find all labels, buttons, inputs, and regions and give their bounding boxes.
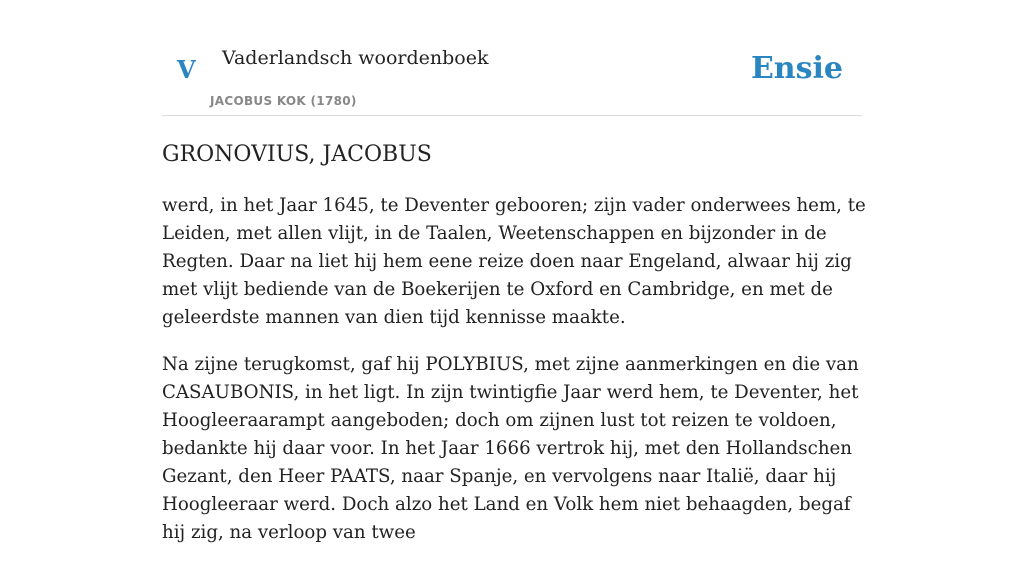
page-header <box>162 30 862 116</box>
entry-body <box>162 192 867 566</box>
entry-paragraph-1: werd, in het Jaar 1645, te Deventer gebooren; zijn vader onderwees hem, te Leiden, met allen vlijt, in de Taalen, Weetenschappen en bijzonder in de Regten. Daar na liet hij hem eene reize doen naar Engeland, alwaar hij zig met vlijt bediende van de Boekerijen te Oxford en Cambridge, en met de geleerdste mannen van dien tijd kennisse maakte. <box>162 195 866 328</box>
entry-title: GRONOVIUS, JACOBUS <box>162 142 432 167</box>
book-author: JACOBUS KOK (1780) <box>210 94 357 108</box>
brand-logo[interactable]: Ensie <box>750 51 843 86</box>
entry-paragraph-2: Na zijne terugkomst, gaf hij POLYBIUS, met zijne aanmerkingen en die van CASAUBONIS, in het ligt. In zijn twintigfie Jaar werd hem, te Deventer, het Hoogleeraarampt aangeboden; doch om zijnen lust tot reizen te voldoen, bedankte hij daar voor. In het Jaar 1666 vertrok hij, met den Hollandschen Gezant, den Heer PAATS, naar Spanje, en vervolgens naar Italië, daar hij Hoogleeraar werd. Doch alzo het Land en Volk hem niet behaagden, begaf hij zig, na verloop van twee <box>162 354 859 543</box>
book-title[interactable]: Vaderlandsch woordenboek <box>222 47 489 69</box>
book-letter-icon[interactable]: V <box>177 55 196 84</box>
